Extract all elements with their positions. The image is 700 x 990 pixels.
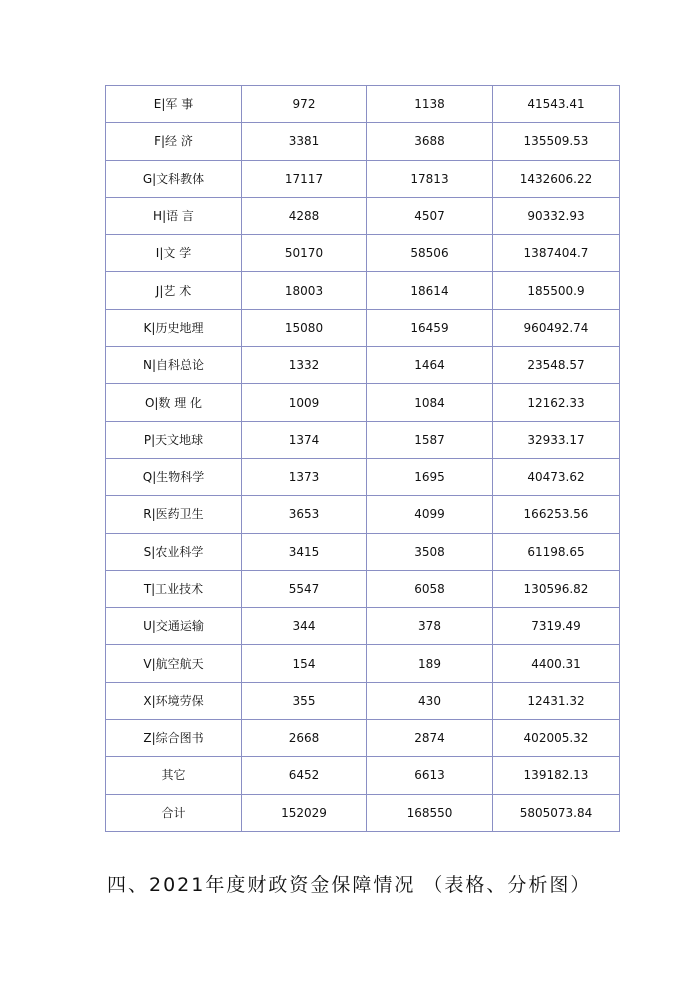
value-cell-2: 430	[367, 682, 493, 719]
value-cell-3: 32933.17	[493, 421, 620, 458]
value-cell-3: 61198.65	[493, 533, 620, 570]
category-cell: G|文科教体	[106, 160, 242, 197]
value-cell-3: 185500.9	[493, 272, 620, 309]
category-cell: X|环境劳保	[106, 682, 242, 719]
table-row	[106, 794, 620, 831]
table-body	[106, 86, 620, 832]
statistics-table	[105, 85, 620, 832]
value-cell-2: 1695	[367, 458, 493, 495]
value-cell-2: 4507	[367, 197, 493, 234]
category-cell: U|交通运输	[106, 608, 242, 645]
value-cell-2: 58506	[367, 235, 493, 272]
value-cell-1: 18003	[242, 272, 367, 309]
category-cell: E|军 事	[106, 86, 242, 123]
value-cell-1: 3653	[242, 496, 367, 533]
category-cell: S|农业科学	[106, 533, 242, 570]
value-cell-2: 168550	[367, 794, 493, 831]
table-row	[106, 86, 620, 123]
value-cell-3: 41543.41	[493, 86, 620, 123]
category-cell: T|工业技术	[106, 570, 242, 607]
value-cell-1: 344	[242, 608, 367, 645]
table-row	[106, 682, 620, 719]
value-cell-1: 152029	[242, 794, 367, 831]
value-cell-2: 189	[367, 645, 493, 682]
value-cell-3: 7319.49	[493, 608, 620, 645]
value-cell-3: 4400.31	[493, 645, 620, 682]
value-cell-1: 17117	[242, 160, 367, 197]
value-cell-2: 6058	[367, 570, 493, 607]
category-cell: O|数 理 化	[106, 384, 242, 421]
table-row	[106, 309, 620, 346]
category-cell: Q|生物科学	[106, 458, 242, 495]
category-cell: Z|综合图书	[106, 720, 242, 757]
table-row	[106, 421, 620, 458]
value-cell-1: 15080	[242, 309, 367, 346]
value-cell-2: 1464	[367, 347, 493, 384]
table-row	[106, 570, 620, 607]
value-cell-1: 355	[242, 682, 367, 719]
value-cell-1: 1332	[242, 347, 367, 384]
category-cell: R|医药卫生	[106, 496, 242, 533]
value-cell-2: 4099	[367, 496, 493, 533]
value-cell-1: 154	[242, 645, 367, 682]
section-heading: 四、2021年度财政资金保障情况 （表格、分析图）	[107, 874, 592, 896]
table-row	[106, 160, 620, 197]
table-row	[106, 608, 620, 645]
value-cell-1: 6452	[242, 757, 367, 794]
category-cell: 合计	[106, 794, 242, 831]
value-cell-3: 402005.32	[493, 720, 620, 757]
value-cell-3: 1432606.22	[493, 160, 620, 197]
value-cell-1: 972	[242, 86, 367, 123]
value-cell-1: 1374	[242, 421, 367, 458]
category-cell: J|艺 术	[106, 272, 242, 309]
value-cell-1: 3415	[242, 533, 367, 570]
value-cell-1: 1373	[242, 458, 367, 495]
table-row	[106, 272, 620, 309]
value-cell-1: 2668	[242, 720, 367, 757]
table-row	[106, 720, 620, 757]
category-cell: N|自科总论	[106, 347, 242, 384]
value-cell-3: 1387404.7	[493, 235, 620, 272]
table-row	[106, 123, 620, 160]
value-cell-3: 960492.74	[493, 309, 620, 346]
value-cell-3: 12162.33	[493, 384, 620, 421]
table-row	[106, 197, 620, 234]
category-cell: H|语 言	[106, 197, 242, 234]
table-row	[106, 496, 620, 533]
value-cell-3: 90332.93	[493, 197, 620, 234]
value-cell-2: 6613	[367, 757, 493, 794]
value-cell-2: 378	[367, 608, 493, 645]
value-cell-3: 23548.57	[493, 347, 620, 384]
value-cell-3: 5805073.84	[493, 794, 620, 831]
value-cell-3: 130596.82	[493, 570, 620, 607]
value-cell-1: 1009	[242, 384, 367, 421]
value-cell-2: 1587	[367, 421, 493, 458]
value-cell-3: 166253.56	[493, 496, 620, 533]
value-cell-3: 139182.13	[493, 757, 620, 794]
table-row	[106, 458, 620, 495]
value-cell-1: 3381	[242, 123, 367, 160]
category-cell: 其它	[106, 757, 242, 794]
category-cell: K|历史地理	[106, 309, 242, 346]
category-cell: V|航空航天	[106, 645, 242, 682]
value-cell-2: 16459	[367, 309, 493, 346]
category-cell: P|天文地球	[106, 421, 242, 458]
value-cell-3: 135509.53	[493, 123, 620, 160]
table-row	[106, 645, 620, 682]
value-cell-1: 5547	[242, 570, 367, 607]
value-cell-2: 17813	[367, 160, 493, 197]
value-cell-2: 3688	[367, 123, 493, 160]
table-row	[106, 347, 620, 384]
table-row	[106, 533, 620, 570]
value-cell-1: 4288	[242, 197, 367, 234]
table-row	[106, 384, 620, 421]
value-cell-2: 1138	[367, 86, 493, 123]
value-cell-3: 12431.32	[493, 682, 620, 719]
table-row	[106, 757, 620, 794]
value-cell-2: 2874	[367, 720, 493, 757]
category-cell: F|经 济	[106, 123, 242, 160]
value-cell-2: 18614	[367, 272, 493, 309]
category-cell: I|文 学	[106, 235, 242, 272]
value-cell-1: 50170	[242, 235, 367, 272]
table-row	[106, 235, 620, 272]
value-cell-2: 1084	[367, 384, 493, 421]
value-cell-3: 40473.62	[493, 458, 620, 495]
value-cell-2: 3508	[367, 533, 493, 570]
